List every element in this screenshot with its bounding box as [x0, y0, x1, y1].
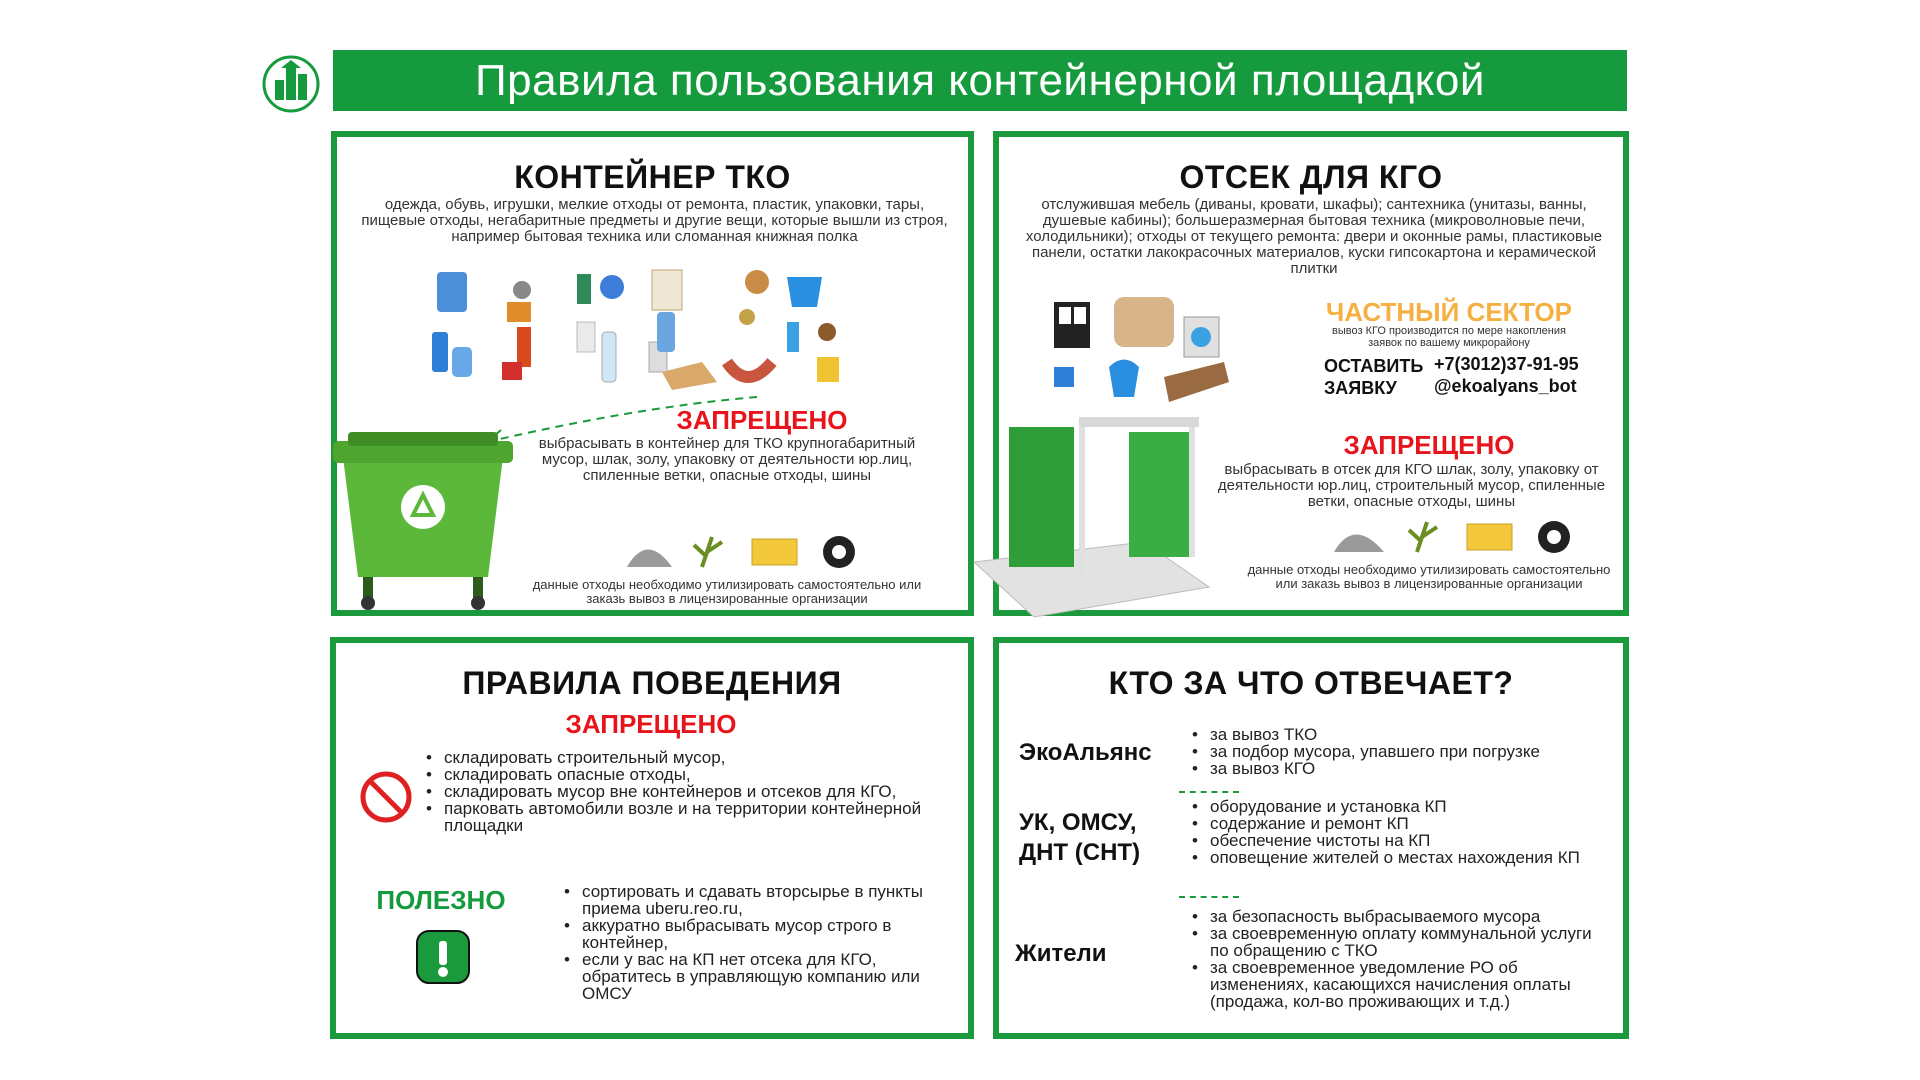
phone-number[interactable]: +7(3012)37-91-95	[1434, 354, 1579, 374]
list-item: • складировать мусор вне контейнеров и отсеков для КГО,	[420, 783, 960, 800]
responsibility-panel	[993, 637, 1629, 1039]
tko-forbidden-text: выбрасывать в контейнер для ТКО крупногабаритный мусор, шлак, золу, упаковку от деятельности юр.лиц, спиленные ветки, опасные отходы, шины	[538, 435, 916, 484]
cardboard-box-icon	[752, 539, 797, 565]
ash-pile-icon	[1334, 535, 1384, 553]
list-item: • складировать опасные отходы,	[420, 766, 960, 783]
resp-list-uk	[1186, 798, 1606, 866]
kgo-heading: ОТСЕК ДЛЯ КГО	[1179, 159, 1443, 195]
resp-name-residents: Жители	[1015, 940, 1107, 967]
list-item: • оповещение жителей о местах нахождения КП	[1186, 849, 1606, 866]
rules-forbidden-title: ЗАПРЕЩЕНО	[565, 709, 737, 739]
contacts	[1434, 353, 1579, 397]
kgo-forbidden-waste-icons	[1329, 512, 1599, 557]
tire-icon	[1538, 521, 1570, 553]
tire-icon	[823, 536, 855, 568]
waste-items-illustration	[427, 262, 887, 392]
list-item: • за вывоз ТКО	[1186, 726, 1606, 743]
list-item: • если у вас на КП нет отсека для КГО, обратитесь в управляющую компанию или ОМСУ	[558, 951, 938, 1002]
no-entry-icon	[360, 771, 412, 823]
kgo-description: отслужившая мебель (диваны, кровати, шкафы); сантехника (унитазы, ванны, душевые кабины); большеразмерная бытовая техника (микроволновые печи, холодильники); отходы от текущего ремонта: двери и оконные рамы, пластиковые панели, остатки лакокрасочных материалов, куски гипсокартона и керамической плитки	[1025, 196, 1603, 277]
rules-forbidden-list	[420, 749, 960, 834]
kgo-shelter-illustration	[969, 412, 1214, 632]
list-item: • обеспечение чистоты на КП	[1186, 832, 1606, 849]
list-item: • оборудование и установка КП	[1186, 798, 1606, 815]
bulky-waste-illustration	[1049, 292, 1249, 412]
list-item: • аккуратно выбрасывать мусор строго в контейнер,	[558, 917, 938, 951]
resp-name-ecoalliance: ЭкоАльянс	[1019, 739, 1152, 766]
useful-list	[558, 883, 938, 1002]
divider	[1179, 896, 1239, 898]
tko-heading: КОНТЕЙНЕР ТКО	[514, 159, 791, 195]
tko-note: данные отходы необходимо утилизировать самостоятельно или заказь вывоз в лицензированные организации	[532, 577, 922, 606]
forbidden-waste-icons	[622, 527, 877, 572]
list-item: • складировать строительный мусор,	[420, 749, 960, 766]
private-sector-title: ЧАСТНЫЙ СЕКТОР	[1326, 297, 1572, 327]
kgo-forbidden-title: ЗАПРЕЩЕНО	[1343, 430, 1515, 460]
kgo-forbidden-text: выбрасывать в отсек для КГО шлак, золу, упаковку от деятельности юр.лиц, строительный мусор, спиленные ветки, опасные отходы, шины	[1217, 461, 1606, 510]
page-title: Правила пользования контейнерной площадкой	[333, 50, 1627, 111]
tko-forbidden-title: ЗАПРЕЩЕНО	[676, 405, 848, 435]
list-item: • за своевременное уведомление РО об изменениях, касающихся начисления оплаты (продажа, кол-во проживающих и т.д.)	[1186, 959, 1606, 1010]
ash-pile-icon	[627, 550, 672, 568]
rules-panel	[330, 637, 974, 1039]
rules-heading: ПРАВИЛА ПОВЕДЕНИЯ	[462, 665, 842, 701]
cardboard-box-icon	[1467, 524, 1512, 550]
list-item: • за подбор мусора, упавшего при погрузке	[1186, 743, 1606, 760]
logo-icon	[261, 54, 321, 114]
resp-list-residents	[1186, 908, 1606, 1010]
list-item: • сортировать и сдавать вторсырье в пункты приема uberu.reo.ru,	[558, 883, 938, 917]
order-label: ОСТАВИТЬ ЗАЯВКУ	[1324, 356, 1424, 398]
list-item: • за безопасность выбрасываемого мусора	[1186, 908, 1606, 925]
kgo-note: данные отходы необходимо утилизировать самостоятельно или заказь вывоз в лицензированные организации	[1247, 562, 1611, 591]
tko-description: одежда, обувь, игрушки, мелкие отходы от ремонта, пластик, упаковки, тары, пищевые отходы, негабаритные предметы и другие вещи, которые вышли из строя, например бытовая техника или сломанная книжная полка	[361, 196, 948, 245]
useful-title: ПОЛЕЗНО	[376, 885, 506, 915]
resp-list-ecoalliance	[1186, 726, 1606, 777]
telegram-bot[interactable]: @ekoalyans_bot	[1434, 376, 1577, 396]
divider	[1179, 791, 1239, 793]
private-sector-subtitle: вывоз КГО производится по мере накопления заявок по вашему микрорайону	[1332, 325, 1566, 349]
list-item: • за вывоз КГО	[1186, 760, 1606, 777]
list-item: • за своевременную оплату коммунальной услуги по обращению с ТКО	[1186, 925, 1606, 959]
list-item: • содержание и ремонт КП	[1186, 815, 1606, 832]
recycle-icon	[401, 485, 445, 529]
exclamation-icon	[414, 928, 472, 986]
tko-panel	[331, 131, 974, 616]
list-item: • парковать автомобили возле и на территории контейнерной площадки	[420, 800, 960, 834]
kgo-panel	[993, 131, 1629, 616]
branches-icon	[694, 537, 722, 567]
branches-icon	[1409, 522, 1437, 552]
resp-name-uk: УК, ОМСУ, ДНТ (СНТ)	[1019, 809, 1141, 866]
resp-heading: КТО ЗА ЧТО ОТВЕЧАЕТ?	[1108, 665, 1514, 701]
tko-container-illustration	[323, 427, 523, 612]
